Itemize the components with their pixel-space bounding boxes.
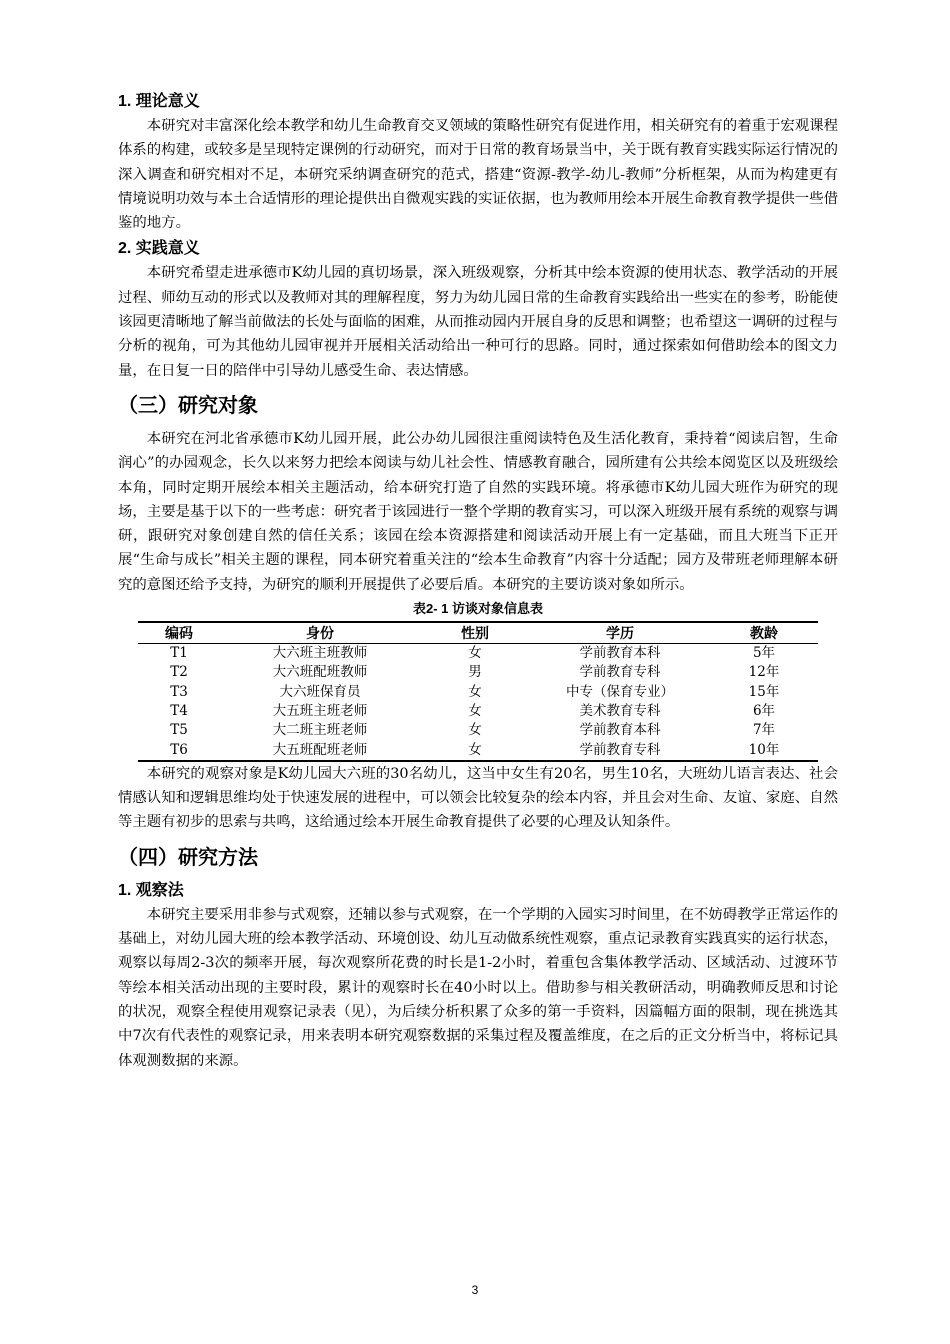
cell-gender: 女	[468, 683, 482, 700]
cell-role: 大二班主班老师	[272, 722, 368, 739]
table-row	[138, 702, 818, 721]
table-row	[138, 741, 818, 761]
cell-education: 学前教育本科	[579, 722, 661, 739]
cell-years: 6年	[752, 702, 776, 719]
paragraph-research-object-1: 本研究在河北省承德市K幼儿园开展，此公办幼儿园很注重阅读特色及生活化教育，秉持着“阅读启智，生命润心”的办园观念，长久以来努力把绘本阅读与幼儿社会性、情感教育融合，园所建有公共绘本阅览区以及班级绘本角，同时定期开展绘本相关主题活动，给本研究打造了自然的实践环境。将承德市K幼儿园大班作为研究的现场，主要是基于以下的一些考虑：研究者于该园进行一整个学期的教育实习，可以深入班级开展有系统的观察与调研，跟研究对象创建自然的信任关系；该园在绘本资源搭建和阅读活动开展上有一定基础，而且大班当下正开展“生命与成长”相关主题的课程，同本研究着重关注的“绘本生命教育”内容十分适配；园方及带班老师理解本研究的意图还给予支持，为研究的顺利开展提供了必要后盾。本研究的主要访谈对象如所示。	[118, 430, 838, 593]
table-row	[138, 721, 818, 740]
cell-education: 中专（保育专业）	[566, 683, 674, 700]
col-header-education: 学历	[530, 622, 710, 644]
cell-role: 大五班主班老师	[272, 702, 368, 719]
col-header-years: 教龄	[710, 622, 818, 644]
cell-code: T3	[170, 683, 188, 700]
cell-gender: 女	[468, 702, 482, 719]
cell-education: 学前教育本科	[579, 645, 661, 662]
cell-code: T2	[170, 664, 188, 681]
heading-observation-method: 1. 观察法	[118, 881, 184, 899]
page-number: 3	[471, 1283, 479, 1297]
cell-gender: 女	[468, 645, 482, 662]
paragraph-observation-method: 本研究主要采用非参与式观察，还辅以参与式观察，在一个学期的入园实习时间里，在不妨碍教学正常运作的基础上，对幼儿园大班的绘本教学活动、环境创设、幼儿互动做系统性观察，重点记录教育实践真实的运行状态，观察以每周2-3次的频率开展，每次观察所花费的时长是1-2小时，着重包含集体教学活动、区域活动、过渡环节等绘本相关活动出现的主要时段，累计的观察时长在40小时以上。借助参与相关教研活动，明确教师反思和讨论的状况，观察全程使用观察记录表（见），为后续分析积累了众多的第一手资料，因篇幅方面的限制，现在挑选其中7次有代表性的观察记录，用来表明本研究观察数据的采集过程及覆盖维度，在之后的正文分析当中，将标记具体观测数据的来源。	[118, 906, 838, 1069]
interviewee-table	[138, 621, 818, 762]
table-header-row	[138, 622, 818, 644]
paragraph-research-object-2: 本研究的观察对象是K幼儿园大六班的30名幼儿，这当中女生有20名，男生10名，大班幼儿语言表达、社会情感认知和逻辑思维均处于快速发展的进程中，可以领会比较复杂的绘本内容，并且会对生命、友谊、家庭、自然等主题有初步的思索与共鸣，这给通过绘本开展生命教育提供了必要的心理及认知条件。	[118, 765, 838, 831]
table-row	[138, 663, 818, 682]
cell-role: 大六班配班教师	[272, 664, 368, 681]
col-header-role: 身份	[220, 622, 420, 644]
cell-code: T5	[170, 722, 188, 739]
cell-gender: 男	[468, 664, 482, 681]
col-header-code: 编码	[138, 622, 220, 644]
cell-role: 大五班配班老师	[220, 741, 420, 761]
cell-gender: 女	[468, 722, 482, 739]
cell-gender: 女	[420, 741, 530, 761]
cell-years: 12年	[748, 664, 780, 681]
heading-research-method: （四）研究方法	[118, 846, 258, 869]
cell-years: 7年	[752, 722, 776, 739]
cell-education: 美术教育专科	[579, 702, 661, 719]
cell-years: 10年	[710, 741, 818, 761]
heading-theoretical-significance: 1. 理论意义	[118, 93, 200, 110]
cell-code: T6	[138, 741, 220, 761]
cell-education: 学前教育专科	[530, 741, 710, 761]
paragraph-theoretical-significance: 本研究对丰富深化绘本教学和幼儿生命教育交叉领域的策略性研究有促进作用，相关研究有的着重于宏观课程体系的构建，或较多是呈现特定课例的行动研究，而对于日常的教育场景当中，关于既有教育实践实际运行情况的深入调查和研究相对不足，本研究采纳调查研究的范式，搭建“资源-教学-幼儿-教师”分析框架，从而为构建更有情境说明功效与本土合适情形的理论提供出自微观实践的实证依据，也为教师用绘本开展生命教育教学提供一些借鉴的地方。	[118, 118, 838, 232]
cell-years: 15年	[748, 683, 780, 700]
table-row	[138, 683, 818, 702]
cell-code: T4	[170, 702, 188, 719]
table-caption: 表2- 1 访谈对象信息表	[412, 601, 543, 617]
col-header-gender: 性别	[420, 622, 530, 644]
cell-code: T1	[170, 645, 188, 662]
cell-role: 大六班主班教师	[272, 645, 368, 662]
heading-practical-significance: 2. 实践意义	[118, 240, 200, 258]
heading-research-object: （三）研究对象	[118, 394, 258, 417]
cell-years: 5年	[752, 645, 776, 662]
cell-education: 学前教育专科	[579, 664, 661, 681]
table-row	[138, 644, 818, 664]
page-content	[118, 88, 838, 1073]
paragraph-practical-significance: 本研究希望走进承德市K幼儿园的真切场景，深入班级观察，分析其中绘本资源的使用状态、教学活动的开展过程、师幼互动的形式以及教师对其的理解程度，努力为幼儿园日常的生命教育实践给出一些实在的参考，盼能使该园更清晰地了解当前做法的长处与面临的困难，从而推动园内开展自身的反思和调整；也希望这一调研的过程与分析的视角，可为其他幼儿园审视并开展相关活动给出一种可行的思路。同时，通过探索如何借助绘本的图文力量，在日复一日的陪伴中引导幼儿感受生命、表达情感。	[118, 265, 838, 379]
cell-role: 大六班保育员	[279, 683, 361, 700]
